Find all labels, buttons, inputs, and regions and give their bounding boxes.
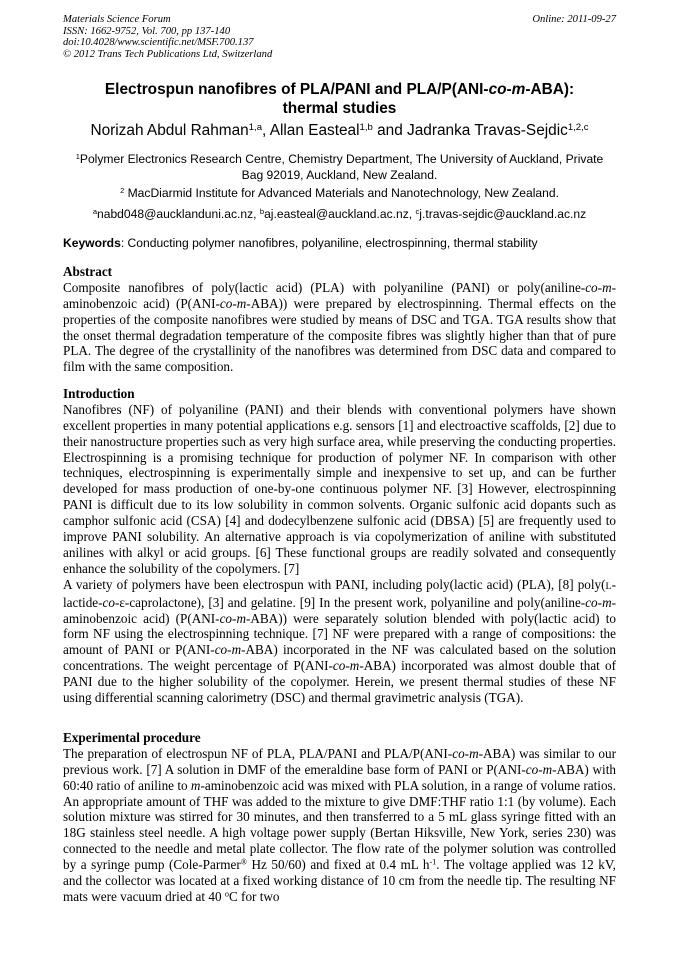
journal-header	[63, 14, 616, 60]
introduction-paragraph-2: A variety of polymers have been electrospun with PANI, including poly(lactic acid) (PLA), [8] poly(L-lactide-co-ε-caprolactone), [3] and gelatine. [9] In the present work, polyaniline and poly(aniline-co-m-aminobenzoic acid) (P(ANI-co-m-ABA)) were separately solution blended with poly(lactic acid) to form NF using the electrospinning technique. [7] NF were prepared with a range of compositions: the amount of PANI or P(ANI-co-m-ABA) incorporated in the NF was calculated based on the solution concentrations. The weight percentage of P(ANI-co-m-ABA) incorporated was almost double that of PANI due to the higher solubility of the copolymer. Herein, we present thermal studies of these NF using differential scanning calorimetry (DSC) and thermal gravimetric analysis (TGA).	[63, 576, 617, 706]
introduction-paragraph-1: Nanofibres (NF) of polyaniline (PANI) and their blends with conventional polymers have shown excellent properties in many potential applications e.g. sensors [1] and electroactive scaffolds, [2] due to their nanostructure properties such as very high surface area, while preserving the conducting properties. Electrospinning is a promising technique for production of polymer NF. In comparison with other techniques, electrospinning is experimentally simple and inexpensive to set up, and can be further developed for mass production of one-by-one continuous polymer NF. [3] However, electrospinning PANI is difficult due to its low solubility in common solvents. Organic sulfonic acid dopants such as camphor sulfonic acid (CSA) [4] and dodecylbenzene sulfonic acid (DBSA) [5] are frequently used to improve PANI solubility. An alternative approach is via copolymerization of aniline with substituted anilines with alkyl or acid groups. [6] These functional groups are readily solvated and consequently enhance the solubility of the copolymers. [7]	[63, 401, 616, 576]
experimental-paragraph: The preparation of electrospun NF of PLA, PLA/PANI and PLA/P(ANI-co-m-ABA) was similar to our previous work. [7] A solution in DMF of the emeraldine base form of PANI or P(ANI-co-m-ABA) with 60:40 ratio of aniline to m-aminobenzoic acid was mixed with PLA solution, in a range of volume ratios. An appropriate amount of THF was added to the mixture to give DMF:THF ratio 1:1 (by volume). Each solution mixture was stirred for 30 minutes, and then transferred to a 5 mL glass syringe fitted with an 18G stainless steel needle. A high voltage power supply (Bertan Hiksville, New York, series 230) was connected to the needle and metal plate collector. The flow rate of the polymer solution was controlled by a syringe pump (Cole-Parmer® Hz 50/60) and fixed at 0.4 mL $h^{-1}$. The voltage applied was 12 kV, and the collector was located at a fixed working distance of 10 cm from the needle tip. The resulting NF mats were vacuum dried at 40 $^o$C for two	[63, 745, 616, 904]
journal-name: Materials Science Forum	[63, 14, 171, 25]
issn-line: ISSN: 1662-9752, Vol. 700, pp 137-140	[63, 25, 231, 37]
email-address[interactable]: j.travas-sejdic@auckland.ac.nz	[419, 207, 587, 221]
paper-title	[63, 80, 616, 118]
author-name: Allan Easteal	[269, 122, 360, 139]
author-name: Norizah Abdul Rahman	[90, 122, 249, 139]
email-mark: c	[415, 206, 420, 216]
doi-line: doi:10.4028/www.scientific.net/MSF.700.137	[63, 37, 254, 49]
title-italic: co	[488, 81, 507, 98]
online-date: Online: 2011-09-27	[532, 14, 616, 25]
abstract-section	[63, 264, 616, 375]
experimental-heading: Experimental procedure	[63, 730, 201, 745]
author-affiliation-mark: 1,b	[359, 121, 373, 133]
author-name: Jadranka Travas-Sejdic	[407, 122, 568, 139]
experimental-section	[63, 730, 616, 905]
affiliation-text: Polymer Electronics Research Centre, Chemistry Department, The University of Auckland, Private	[79, 152, 604, 166]
title-text: -ABA):	[525, 81, 575, 98]
title-italic: m	[511, 81, 526, 98]
keywords-line	[63, 235, 616, 251]
introduction-heading: Introduction	[63, 386, 135, 401]
affiliation-2	[63, 185, 616, 201]
email-address[interactable]: nabd048@aucklanduni.ac.nz,	[97, 207, 260, 221]
title-text: -	[506, 81, 512, 98]
author-affiliation-mark: 1,2,c	[567, 121, 589, 133]
author-emails	[63, 206, 616, 222]
keywords-label: Keywords	[63, 236, 121, 250]
title-text: Electrospun nanofibres of PLA/PANI and PLA/P(ANI-	[104, 81, 489, 98]
introduction-section	[63, 386, 616, 706]
affiliation-mark: 2	[120, 185, 125, 195]
affiliation-text: MacDiarmid Institute for Advanced Materials and Nanotechnology, New Zealand.	[124, 186, 559, 200]
author-list	[63, 121, 616, 140]
affiliation-text: Bag 92019, Auckland, New Zealand.	[241, 168, 438, 182]
affiliation-1	[63, 151, 616, 183]
email-mark: a	[92, 206, 97, 216]
email-address[interactable]: aj.easteal@auckland.ac.nz,	[264, 207, 416, 221]
author-separator: and	[372, 122, 408, 139]
email-mark: b	[259, 206, 265, 216]
copyright-line: © 2012 Trans Tech Publications Ltd, Switzerland	[63, 48, 273, 60]
abstract-paragraph: Composite nanofibres of poly(lactic acid) (PLA) with polyaniline (PANI) or poly(aniline-co-m-aminobenzoic acid) (P(ANI-co-m-ABA)) were prepared by electrospinning. Thermal effects on the properties of the composite nanofibres were studied by means of DSC and TGA. TGA results show that the onset thermal degradation temperature of the composite fibres was slightly higher than that of pure PLA. The degree of the crystallinity of the nanofibres was determined from DSC data and compared to film with the same composition.	[63, 279, 616, 375]
title-line-2: thermal studies	[282, 100, 397, 117]
author-separator: ,	[262, 122, 270, 139]
affiliation-mark: 1	[75, 151, 80, 161]
keywords-text: : Conducting polymer nanofibres, polyaniline, electrospinning, thermal stability	[120, 236, 538, 250]
abstract-heading: Abstract	[63, 264, 113, 279]
author-affiliation-mark: 1,a	[248, 121, 262, 133]
